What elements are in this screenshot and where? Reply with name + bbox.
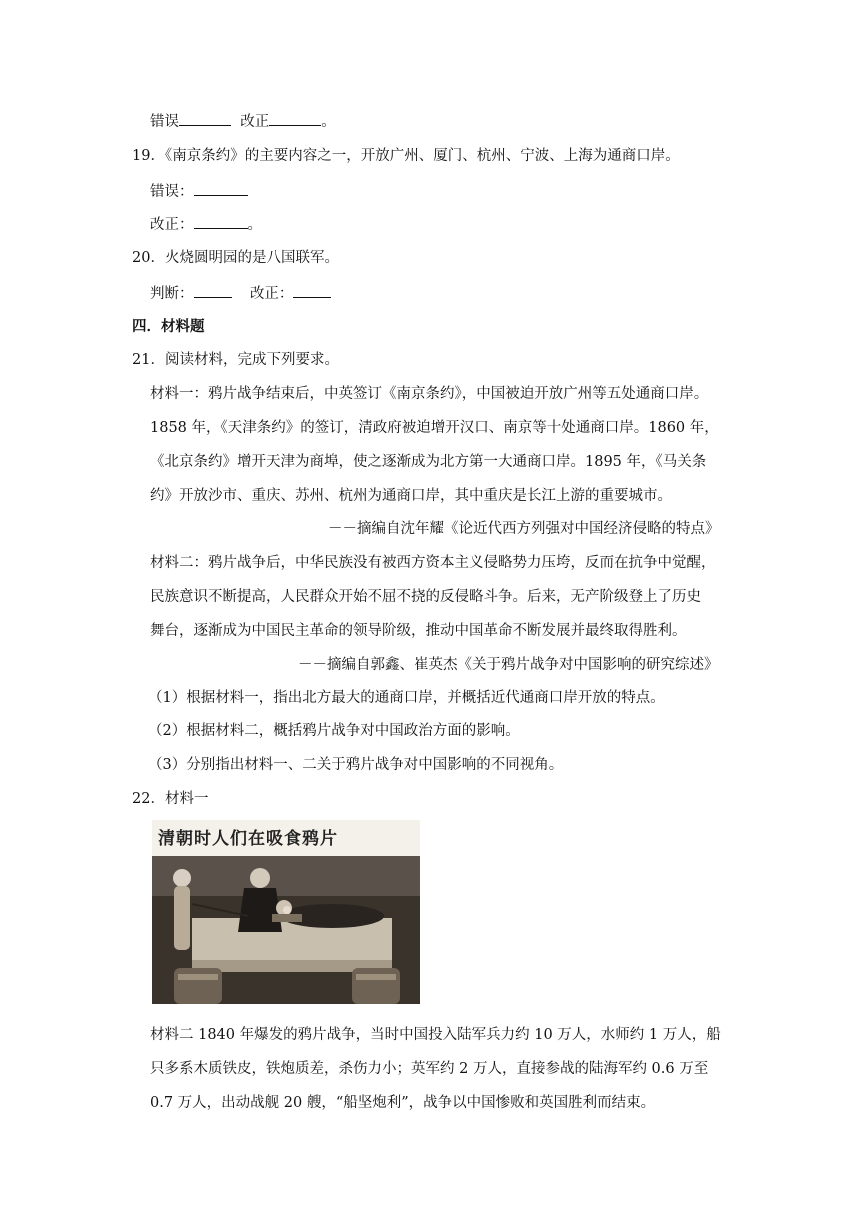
opium-scene-illustration [152, 856, 420, 1004]
q19-label-wrong: 错误： [150, 184, 194, 200]
q20-label-fix: 改正： [249, 286, 294, 302]
q21-m2-line-3: 舞台，逐渐成为中国民主革命的领导阶级，推动中国革命不断发展并最终取得胜利。 [150, 623, 687, 639]
q21-m1-line-4: 约》开放沙市、重庆、苏州、杭州为通商口岸，其中重庆是长江上游的重要城市。 [150, 488, 672, 504]
q22-m2-line-3: 0.7 万人，出动战舰 20 艘，“船坚炮利”，战争以中国惨败和英国胜利而结束。 [150, 1095, 656, 1111]
q21-m2-source: －－摘编自郭鑫、崔英杰《关于鸦片战争对中国影响的研究综述》 [298, 657, 719, 673]
q18-blank-wrong[interactable] [179, 111, 231, 126]
q21-sub3: （3）分别指出材料一、二关于鸦片战争对中国影响的不同视角。 [148, 757, 564, 773]
q21-m1-line-3: 《北京条约》增开天津为商埠，使之逐渐成为北方第一大通商口岸。1895 年，《马关条 [150, 454, 707, 470]
q19-wrong-line [150, 181, 248, 202]
q19-end-mark: 。 [247, 217, 262, 233]
q21-m2-line-1: 材料二：鸦片战争后，中华民族没有被西方资本主义侵略势力压垮，反而在抗争中觉醒， [150, 555, 716, 571]
opium-smoking-photo [152, 820, 420, 1004]
q18-end-mark: 。 [321, 114, 336, 130]
q18-blank-fix[interactable] [269, 111, 321, 126]
q18-answer-line [150, 111, 336, 132]
q19-blank-fix[interactable] [194, 214, 248, 229]
photo-caption: 清朝时人们在吸食鸦片 [158, 829, 338, 849]
q22-stem: 22．材料一 [132, 791, 209, 807]
q19-fix-line [150, 214, 262, 235]
q20-stem: 20．火烧圆明园的是八国联军。 [132, 250, 339, 266]
q21-stem: 21．阅读材料，完成下列要求。 [132, 352, 339, 368]
q21-m2-line-2: 民族意识不断提高，人民群众开始不屈不挠的反侵略斗争。后来，无产阶级登上了历史 [150, 589, 701, 605]
q22-m2-line-1: 材料二 1840 年爆发的鸦片战争，当时中国投入陆军兵力约 10 万人，水师约 1 万人，船 [150, 1027, 721, 1043]
q21-m1-line-2: 1858 年，《天津条约》的签订，清政府被迫增开汉口、南京等十处通商口岸。1860 年， [150, 420, 719, 436]
q19-stem: 19．《南京条约》的主要内容之一，开放广州、厦门、杭州、宁波、上海为通商口岸。 [132, 148, 680, 164]
q21-sub2: （2）根据材料二，概括鸦片战争对中国政治方面的影响。 [148, 723, 520, 739]
q21-m1-line-1: 材料一：鸦片战争结束后，中英签订《南京条约》，中国被迫开放广州等五处通商口岸。 [150, 386, 709, 402]
q20-blank-judge[interactable] [194, 283, 232, 298]
section-title-materials: 四．材料题 [132, 318, 205, 335]
q19-blank-wrong[interactable] [194, 181, 248, 196]
q18-label-wrong: 错误 [150, 114, 179, 130]
q22-m2-line-2: 只多系木质铁皮，铁炮质差，杀伤力小；英军约 2 万人，直接参战的陆海军约 0.6 万至 [150, 1061, 709, 1077]
q20-blank-fix[interactable] [293, 283, 331, 298]
q19-label-fix: 改正： [150, 217, 194, 233]
q18-label-fix: 改正 [240, 114, 270, 130]
q21-m1-source: －－摘编自沈年耀《论近代西方列强对中国经济侵略的特点》 [328, 521, 720, 537]
q21-sub1: （1）根据材料一，指出北方最大的通商口岸，并概括近代通商口岸开放的特点。 [148, 690, 665, 706]
q20-answer-line [150, 283, 331, 304]
q20-label-judge: 判断： [150, 286, 194, 302]
